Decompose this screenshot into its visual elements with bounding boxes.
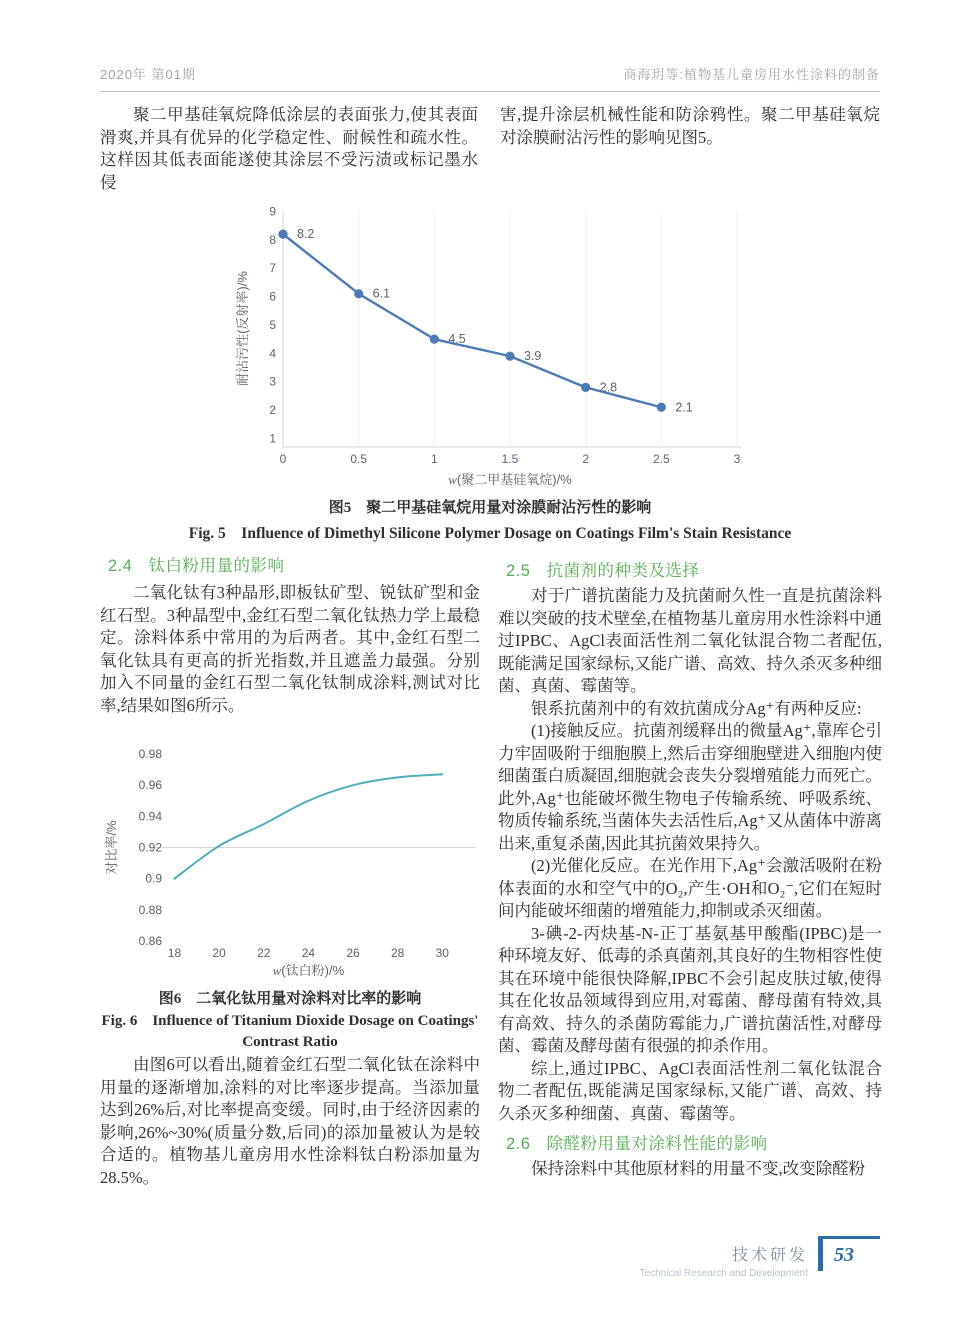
fig5-chart [232, 200, 750, 493]
svg-text:0.96: 0.96 [138, 778, 162, 793]
body-paragraph: 银系抗菌剂中的有效抗菌成分Ag⁺有两种反应: [531, 698, 862, 718]
svg-text:6: 6 [269, 289, 276, 304]
section-title: 钛白粉用量的影响 [148, 557, 285, 575]
section-2-6-heading [506, 1130, 882, 1154]
body-paragraph: (2)光催化反应。在光作用下,Ag⁺会激活吸附在粉体表面的水和空气中的O₂,产生·OH和O₂⁻,它们在短时间内能破坏细菌的增殖能力,抑制或杀灭细菌。 [498, 856, 882, 920]
section-title: 抗菌剂的种类及选择 [546, 562, 700, 580]
section-2-4-paragraph-2 [100, 1054, 480, 1189]
svg-text:1.5: 1.5 [501, 452, 519, 466]
svg-text:6.1: 6.1 [372, 286, 391, 301]
svg-text:w(钛白粉)/%: w(钛白粉)/% [272, 963, 345, 978]
svg-text:7: 7 [269, 261, 276, 276]
figure-5 [100, 200, 880, 543]
body-paragraph: 二氧化钛有3种晶形,即板钛矿型、锐钛矿型和金红石型。3种晶型中,金红石型二氧化钛热力学上最稳定。涂料体系中常用的为后两者。其中,金红石型二氧化钛具有更高的折光指数,并且遮盖力最强。分别加入不同量的金红石型二氧化钛制成涂料,测试对比率,结果如图6所示。 [100, 583, 480, 715]
section-number: 2.6 [506, 1135, 531, 1153]
svg-text:w(聚二甲基硅氧烷)/%: w(聚二甲基硅氧烷)/% [448, 472, 572, 487]
section-title: 除醛粉用量对涂料性能的影响 [546, 1135, 768, 1153]
fig6-caption-en-line1: Fig. 6 Influence of Titanium Dioxide Dosage on Coatings' [101, 1013, 479, 1029]
svg-text:0.98: 0.98 [138, 747, 162, 761]
fig5-caption-en: Fig. 5 Influence of Dimethyl Silicone Polymer Dosage on Coatings Film's Stain Resistance [188, 525, 792, 542]
svg-text:8: 8 [269, 232, 276, 247]
svg-text:2.5: 2.5 [652, 452, 670, 466]
svg-text:0.92: 0.92 [138, 840, 162, 855]
svg-text:3: 3 [269, 374, 276, 389]
section-number: 2.4 [108, 557, 133, 575]
header-issue: 2020年 第01期 [100, 67, 196, 82]
page-footer [0, 1236, 880, 1279]
figure-6-captions [100, 984, 480, 1053]
svg-text:1: 1 [430, 452, 438, 466]
svg-text:22: 22 [257, 946, 271, 960]
badge-inner [818, 1239, 880, 1271]
page-number: 53 [834, 1243, 854, 1266]
body-paragraph: 由图6可以看出,随着金红石型二氧化钛在涂料中用量的逐渐增加,涂料的对比率逐步提高。当添加量达到26%后,对比率提高变缓。同时,由于经济因素的影响,26%~30%(质量分数,后同)的添加量被认为是较合适的。植物基儿童房用水性涂料钛白粉添加量为28.5%。 [100, 1055, 480, 1187]
section-2-4-heading [108, 552, 284, 576]
right-column [498, 552, 882, 1181]
footer-column-zh: 技术研发 [731, 1247, 808, 1264]
svg-text:30: 30 [435, 946, 449, 960]
page-header [100, 64, 880, 92]
section-2-5-heading [506, 557, 882, 581]
body-paragraph: 对于广谱抗菌能力及抗菌耐久性一直是抗菌涂料难以突破的技术壁垒,在植物基儿童房用水性涂料中通过IPBC、AgCl表面活性剂二氧化钛混合物二者配伍,既能满足国家绿标,又能广谱、高效、持久杀灭多种细菌、真菌、霉菌等。 [498, 586, 882, 695]
svg-text:4: 4 [269, 346, 276, 361]
intro-paragraph-right-column [500, 104, 880, 149]
svg-text:2.8: 2.8 [599, 380, 618, 395]
fig5-caption-zh: 图5 聚二甲基硅氧烷用量对涂膜耐沾污性的影响 [328, 500, 652, 516]
svg-text:1: 1 [269, 431, 276, 446]
body-paragraph: 害,提升涂层机械性能和防涂鸦性。聚二甲基硅氧烷对涂膜耐沾污性的影响见图5。 [500, 105, 880, 147]
svg-text:耐沾污性(反射率)/%: 耐沾污性(反射率)/% [235, 271, 250, 386]
fig6-caption-zh: 图6 二氧化钛用量对涂料对比率的影响 [158, 991, 422, 1007]
section-2-4-paragraph-1 [100, 582, 480, 717]
section-number: 2.5 [506, 562, 531, 580]
svg-text:3: 3 [733, 452, 741, 466]
body-paragraph: (1)接触反应。抗菌剂缓释出的微量Ag⁺,靠库仑引力牢固吸附于细胞膜上,然后击穿细胞壁进入细胞内使细菌蛋白质凝固,细胞就会丧失分裂增殖能力而死亡。此外,Ag⁺也能破坏微生物电子传输系统、呼吸系统、物质传输系统,当菌体失去活性后,Ag⁺又从菌体中游离出来,重复杀菌,因此其抗菌效果持久。 [498, 721, 882, 853]
fig6-chart [100, 744, 480, 979]
svg-text:9: 9 [269, 204, 276, 219]
body-paragraph: 综上,通过IPBC、AgCl表面活性剂二氧化钛混合物二者配伍,既能满足国家绿标,又能广谱、高效、持久杀灭多种细菌、真菌、霉菌等。 [498, 1058, 882, 1123]
body-paragraph: 保持涂料中其他原材料的用量不变,改变除醛粉 [531, 1159, 866, 1178]
svg-text:18: 18 [167, 946, 182, 960]
svg-text:0.88: 0.88 [138, 902, 162, 917]
page-number-badge [818, 1236, 880, 1271]
body-paragraph: 聚二甲基硅氧烷降低涂层的表面张力,使其表面滑爽,并具有优异的化学稳定性、耐候性和疏水性。这样因其低表面能遂使其涂层不受污渍或标记墨水侵 [100, 105, 478, 192]
svg-text:26: 26 [346, 946, 360, 960]
svg-text:0.86: 0.86 [138, 934, 162, 948]
svg-text:对比率/%: 对比率/% [104, 820, 119, 875]
svg-text:5: 5 [269, 317, 276, 332]
svg-text:0.5: 0.5 [350, 452, 368, 466]
svg-text:20: 20 [212, 946, 226, 960]
footer-column-en: Technical Research and Development [639, 1268, 808, 1279]
svg-text:0.94: 0.94 [138, 809, 162, 824]
svg-text:2.1: 2.1 [675, 400, 693, 415]
header-running-title: 商海玥等:植物基儿童房用水性涂料的制备 [623, 67, 880, 82]
svg-text:24: 24 [301, 946, 316, 960]
svg-text:28: 28 [390, 946, 405, 960]
svg-text:8.2: 8.2 [297, 227, 315, 242]
svg-text:3.9: 3.9 [524, 349, 542, 364]
svg-text:2: 2 [269, 403, 276, 418]
body-paragraph: 3-碘-2-丙炔基-N-正丁基氨基甲酸酯(IPBC)是一种环境友好、低毒的杀真菌剂,其良好的生物相容性使其在环境中能很快降解,IPBC不会引起皮肤过敏,使得其在化妆品领域得到应用,对霉菌、酵母菌有特效,具有高效、持久的杀菌防霉能力,广谱抗菌活性,对酵母菌、霉菌及酵母菌有很强的抑杀作用。 [498, 923, 882, 1055]
intro-paragraph-left-column [100, 104, 478, 194]
fig6-caption-en-line2: Contrast Ratio [242, 1034, 338, 1050]
svg-text:4.5: 4.5 [448, 332, 466, 347]
svg-text:0: 0 [279, 452, 287, 466]
svg-text:2: 2 [582, 452, 590, 466]
footer-column-titles [640, 1236, 808, 1279]
svg-text:0.9: 0.9 [145, 871, 162, 886]
